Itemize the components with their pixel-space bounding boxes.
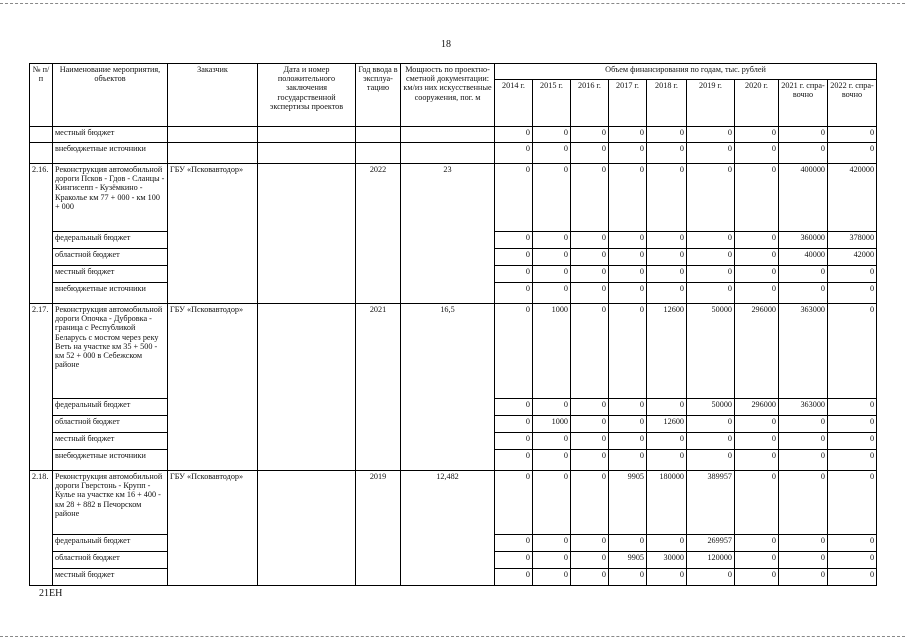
amount-cell: 0 — [647, 249, 687, 266]
amount-cell: 0 — [495, 266, 533, 283]
header-year-2017: 2017 г. — [609, 80, 647, 127]
amount-cell: 0 — [533, 450, 571, 471]
amount-cell: 0 — [828, 399, 877, 416]
project-customer: ГБУ «Псковавтодор» — [168, 471, 258, 586]
header-year-2022: 2022 г. спра-вочно — [828, 80, 877, 127]
amount-cell: 269957 — [687, 535, 735, 552]
amount-cell: 0 — [647, 399, 687, 416]
amount-cell: 0 — [828, 433, 877, 450]
project-year: 2021 — [356, 304, 401, 471]
amount-cell: 420000 — [828, 164, 877, 232]
amount-cell: 0 — [571, 304, 609, 399]
amount-cell: 0 — [687, 569, 735, 586]
amount-cell: 0 — [571, 450, 609, 471]
amount-cell: 0 — [495, 416, 533, 433]
amount-cell: 0 — [828, 535, 877, 552]
project-customer: ГБУ «Псковавтодор» — [168, 304, 258, 471]
amount-cell: 0 — [735, 535, 779, 552]
amount-cell: 0 — [779, 416, 828, 433]
project-capacity: 16,5 — [401, 304, 495, 471]
header-capacity: Мощность по проектно-сметной документации: км/из них искусственные сооружения, пог. м — [401, 64, 495, 127]
amount-cell: 0 — [647, 433, 687, 450]
amount-cell: 0 — [779, 552, 828, 569]
amount-cell: 0 — [828, 266, 877, 283]
amount-cell: 0 — [828, 569, 877, 586]
amount-cell: 1000 — [533, 416, 571, 433]
amount-cell: 0 — [571, 266, 609, 283]
amount-cell: 0 — [571, 249, 609, 266]
project-expertise — [258, 164, 356, 304]
amount-cell: 0 — [533, 249, 571, 266]
amount-cell: 0 — [533, 552, 571, 569]
amount-cell: 0 — [609, 304, 647, 399]
amount-cell: 0 — [828, 552, 877, 569]
year-cell — [356, 127, 401, 143]
source-name: внебюджетные источники — [53, 143, 168, 164]
header-year-2015: 2015 г. — [533, 80, 571, 127]
amount-cell: 12600 — [647, 304, 687, 399]
amount-cell: 0 — [687, 249, 735, 266]
amount-cell: 0 — [779, 433, 828, 450]
year-cell — [356, 143, 401, 164]
page-top-edge — [0, 3, 905, 4]
amount-cell: 0 — [735, 471, 779, 535]
amount-cell: 0 — [828, 304, 877, 399]
amount-cell: 0 — [779, 450, 828, 471]
table-row — [30, 127, 877, 143]
amount-cell: 0 — [687, 266, 735, 283]
project-row — [30, 164, 877, 232]
amount-cell: 0 — [647, 232, 687, 249]
header-customer: Заказчик — [168, 64, 258, 127]
amount-cell: 0 — [533, 283, 571, 304]
project-customer: ГБУ «Псковавтодор» — [168, 164, 258, 304]
amount-cell: 0 — [533, 266, 571, 283]
amount-cell: 50000 — [687, 304, 735, 399]
amount-cell: 0 — [609, 416, 647, 433]
source-name: федеральный бюджет — [53, 535, 168, 552]
amount-cell: 0 — [533, 143, 571, 164]
amount-cell: 0 — [609, 283, 647, 304]
amount-cell: 0 — [609, 249, 647, 266]
source-name: областной бюджет — [53, 416, 168, 433]
amount-cell: 296000 — [735, 399, 779, 416]
page-number: 18 — [441, 39, 451, 50]
amount-cell: 0 — [609, 450, 647, 471]
header-year-2018: 2018 г. — [647, 80, 687, 127]
amount-cell: 0 — [609, 569, 647, 586]
amount-cell: 120000 — [687, 552, 735, 569]
amount-cell: 0 — [495, 450, 533, 471]
header-year-2020: 2020 г. — [735, 80, 779, 127]
amount-cell: 0 — [571, 143, 609, 164]
amount-cell: 0 — [495, 232, 533, 249]
amount-cell: 0 — [533, 399, 571, 416]
amount-cell: 389957 — [687, 471, 735, 535]
amount-cell: 0 — [533, 471, 571, 535]
amount-cell: 0 — [495, 399, 533, 416]
header-year-2014: 2014 г. — [495, 80, 533, 127]
amount-cell: 0 — [735, 283, 779, 304]
source-name: местный бюджет — [53, 569, 168, 586]
amount-cell: 0 — [533, 164, 571, 232]
table-row — [30, 143, 877, 164]
amount-cell: 0 — [735, 416, 779, 433]
amount-cell: 0 — [647, 164, 687, 232]
amount-cell: 42000 — [828, 249, 877, 266]
amount-cell: 0 — [533, 433, 571, 450]
amount-cell: 0 — [779, 535, 828, 552]
expertise-cell — [258, 143, 356, 164]
header-year-2019: 2019 г. — [687, 80, 735, 127]
num-cell — [30, 127, 53, 143]
amount-cell: 0 — [687, 433, 735, 450]
amount-cell: 0 — [735, 127, 779, 143]
amount-cell: 0 — [687, 232, 735, 249]
amount-cell: 0 — [495, 569, 533, 586]
amount-cell: 0 — [495, 249, 533, 266]
source-name: местный бюджет — [53, 127, 168, 143]
amount-cell: 0 — [609, 399, 647, 416]
project-year: 2019 — [356, 471, 401, 586]
amount-cell: 0 — [571, 399, 609, 416]
amount-cell: 50000 — [687, 399, 735, 416]
source-name: областной бюджет — [53, 552, 168, 569]
amount-cell: 0 — [571, 535, 609, 552]
amount-cell: 0 — [609, 143, 647, 164]
project-number: 2.18. — [30, 471, 53, 586]
source-name: местный бюджет — [53, 266, 168, 283]
amount-cell: 0 — [571, 569, 609, 586]
source-name: федеральный бюджет — [53, 399, 168, 416]
amount-cell: 0 — [647, 266, 687, 283]
amount-cell: 0 — [828, 143, 877, 164]
amount-cell: 30000 — [647, 552, 687, 569]
amount-cell: 0 — [687, 143, 735, 164]
amount-cell: 0 — [571, 127, 609, 143]
project-year: 2022 — [356, 164, 401, 304]
amount-cell: 0 — [495, 552, 533, 569]
amount-cell: 0 — [647, 143, 687, 164]
amount-cell: 0 — [533, 535, 571, 552]
amount-cell: 0 — [571, 416, 609, 433]
amount-cell: 0 — [495, 164, 533, 232]
project-expertise — [258, 471, 356, 586]
amount-cell: 0 — [609, 232, 647, 249]
amount-cell: 0 — [609, 535, 647, 552]
amount-cell: 0 — [533, 127, 571, 143]
amount-cell: 0 — [495, 433, 533, 450]
project-capacity: 12,482 — [401, 471, 495, 586]
source-name: областной бюджет — [53, 249, 168, 266]
source-name: внебюджетные источники — [53, 450, 168, 471]
amount-cell: 0 — [571, 164, 609, 232]
amount-cell: 0 — [779, 266, 828, 283]
amount-cell: 9905 — [609, 471, 647, 535]
amount-cell: 0 — [571, 283, 609, 304]
amount-cell: 0 — [828, 471, 877, 535]
amount-cell: 0 — [779, 143, 828, 164]
amount-cell: 0 — [609, 266, 647, 283]
project-name: Реконструкция автомобильной дороги Опочка - Дубровка - граница с Республикой Беларусь с мостом через реку Веть на участке км 35 + 500 - км 52 + 000 в Себежском районе — [53, 304, 168, 399]
amount-cell: 0 — [495, 143, 533, 164]
amount-cell: 0 — [495, 283, 533, 304]
customer-cell — [168, 143, 258, 164]
amount-cell: 296000 — [735, 304, 779, 399]
header-year-2021: 2021 г. спра-вочно — [779, 80, 828, 127]
amount-cell: 0 — [533, 232, 571, 249]
amount-cell: 12600 — [647, 416, 687, 433]
amount-cell: 0 — [495, 304, 533, 399]
amount-cell: 0 — [735, 266, 779, 283]
project-name: Реконструкция автомобильной дороги Псков - Гдов - Сланцы - Кингисепп - Кузёмкино - Краколье км 77 + 000 - км 100 + 000 — [53, 164, 168, 232]
amount-cell: 0 — [609, 164, 647, 232]
amount-cell: 0 — [495, 471, 533, 535]
num-cell — [30, 143, 53, 164]
source-name: местный бюджет — [53, 433, 168, 450]
amount-cell: 400000 — [779, 164, 828, 232]
project-number: 2.17. — [30, 304, 53, 471]
header-expertise: Дата и номер положительного заключения государственной экспертизы проектов — [258, 64, 356, 127]
amount-cell: 0 — [779, 283, 828, 304]
amount-cell: 0 — [571, 471, 609, 535]
amount-cell: 363000 — [779, 304, 828, 399]
header-num: № п/п — [30, 64, 53, 127]
amount-cell: 0 — [735, 569, 779, 586]
amount-cell: 0 — [647, 535, 687, 552]
customer-cell — [168, 127, 258, 143]
amount-cell: 0 — [687, 450, 735, 471]
capacity-cell — [401, 127, 495, 143]
amount-cell: 0 — [495, 535, 533, 552]
expertise-cell — [258, 127, 356, 143]
source-name: федеральный бюджет — [53, 232, 168, 249]
amount-cell: 9905 — [609, 552, 647, 569]
document-code: 21ЕН — [39, 588, 63, 599]
amount-cell: 363000 — [779, 399, 828, 416]
amount-cell: 40000 — [779, 249, 828, 266]
amount-cell: 0 — [571, 552, 609, 569]
amount-cell: 1000 — [533, 304, 571, 399]
amount-cell: 378000 — [828, 232, 877, 249]
amount-cell: 0 — [735, 249, 779, 266]
header-funding: Объем финансирования по годам, тыс. рублей — [495, 64, 877, 80]
amount-cell: 0 — [609, 433, 647, 450]
amount-cell: 0 — [735, 450, 779, 471]
amount-cell: 0 — [828, 416, 877, 433]
amount-cell: 0 — [735, 143, 779, 164]
amount-cell: 0 — [609, 127, 647, 143]
project-capacity: 23 — [401, 164, 495, 304]
amount-cell: 0 — [687, 164, 735, 232]
amount-cell: 0 — [779, 127, 828, 143]
page-bottom-edge — [0, 636, 905, 637]
amount-cell: 0 — [687, 127, 735, 143]
amount-cell: 0 — [687, 283, 735, 304]
amount-cell: 0 — [647, 127, 687, 143]
header-name: Наименование мероприятия, объектов — [53, 64, 168, 127]
amount-cell: 360000 — [779, 232, 828, 249]
capacity-cell — [401, 143, 495, 164]
header-year-2016: 2016 г. — [571, 80, 609, 127]
project-number: 2.16. — [30, 164, 53, 304]
project-expertise — [258, 304, 356, 471]
funding-table — [29, 63, 877, 586]
amount-cell: 0 — [735, 433, 779, 450]
project-row — [30, 304, 877, 399]
source-name: внебюджетные источники — [53, 283, 168, 304]
amount-cell: 0 — [647, 569, 687, 586]
amount-cell: 0 — [495, 127, 533, 143]
amount-cell: 0 — [828, 283, 877, 304]
amount-cell: 0 — [571, 232, 609, 249]
amount-cell: 0 — [647, 283, 687, 304]
amount-cell: 0 — [828, 450, 877, 471]
amount-cell: 0 — [647, 450, 687, 471]
project-name: Реконструкция автомобильной дороги Гверстонь - Крупп - Кулье на участке км 16 + 400 - км 28 + 882 в Печорском районе — [53, 471, 168, 535]
amount-cell: 0 — [735, 232, 779, 249]
amount-cell: 0 — [779, 569, 828, 586]
project-row — [30, 471, 877, 535]
amount-cell: 0 — [533, 569, 571, 586]
amount-cell: 180000 — [647, 471, 687, 535]
header-year: Год ввода в эксплуа-тацию — [356, 64, 401, 127]
amount-cell: 0 — [779, 471, 828, 535]
amount-cell: 0 — [687, 416, 735, 433]
amount-cell: 0 — [735, 164, 779, 232]
amount-cell: 0 — [735, 552, 779, 569]
amount-cell: 0 — [828, 127, 877, 143]
amount-cell: 0 — [571, 433, 609, 450]
